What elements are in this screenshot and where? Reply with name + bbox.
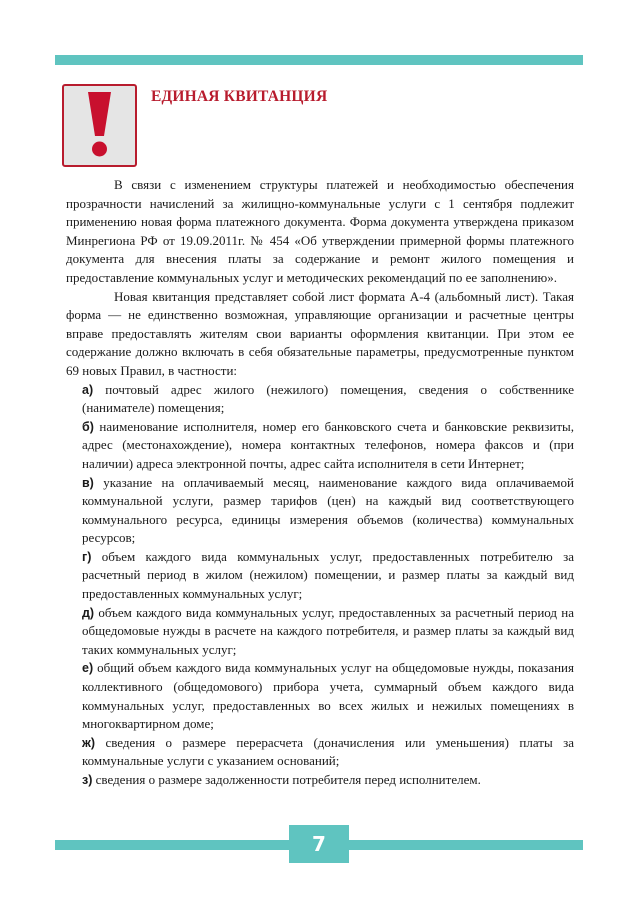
list-item-marker: е) bbox=[82, 661, 94, 676]
list-item-text: указание на оплачиваемый месяц, наименование каждого вида оплачиваемой коммунальной услуги, размер тарифов (цен) на каждый вид соответствующего коммунального ресурса, единицы измерения объемов (количества) коммунальных ресурсов; bbox=[82, 474, 574, 546]
list-item bbox=[66, 604, 574, 660]
list-item bbox=[66, 474, 574, 548]
page-number-badge bbox=[289, 825, 349, 863]
description-paragraph: Новая квитанция представляет собой лист формата А-4 (альбомный лист). Такая форма — не единственно возможная, управляющие организации и расчетные центры вправе предоставлять жителям свои варианты оформления квитанции. При этом ее содержание должно включать в себя обязательные параметры, предусмотренные пунктом 69 новых Правил, в частности: bbox=[66, 288, 574, 378]
exclamation-icon bbox=[62, 84, 137, 167]
page-title: ЕДИНАЯ КВИТАНЦИЯ bbox=[151, 88, 328, 105]
list-item-text: наименование исполнителя, номер его банковского счета и банковские реквизиты, адрес (местонахождение), номера контактных телефонов, номера факсов и (при наличии) адреса электронной почты, адрес сайта исполнителя в сети Интернет; bbox=[82, 418, 574, 471]
list-item bbox=[66, 734, 574, 771]
required-parameters-list bbox=[66, 381, 574, 790]
list-item bbox=[66, 659, 574, 733]
list-item-text: сведения о размере перерасчета (доначисления или уменьшения) платы за коммунальные услуги с указанием оснований; bbox=[82, 734, 574, 769]
list-item bbox=[66, 771, 574, 790]
list-item-marker: в) bbox=[82, 475, 94, 490]
list-item-marker: а) bbox=[82, 382, 94, 397]
list-item bbox=[66, 418, 574, 474]
top-decorative-bar bbox=[55, 55, 583, 65]
list-item-text: почтовый адрес жилого (нежилого) помещения, сведения о собственнике (нанимателе) помещения; bbox=[82, 381, 574, 416]
list-item-marker: з) bbox=[82, 773, 93, 787]
list-item-text: объем каждого вида коммунальных услуг, предоставленных потребителю за расчетный период в жилом (нежилом) помещении, и размер платы за каждый вид предоставленных коммунальных услуг; bbox=[82, 548, 574, 602]
page-number: 7 bbox=[312, 832, 326, 856]
document-body bbox=[66, 176, 574, 790]
list-item bbox=[66, 548, 574, 604]
list-item-text: общий объем каждого вида коммунальных услуг на общедомовые нужды, показания коллективного (общедомового) прибора учета, суммарный объем каждого вида коммунальных услуг, предоставленных во всех жилых и нежилых помещениях в многоквартирном доме; bbox=[82, 660, 574, 732]
list-item-text: объем каждого вида коммунальных услуг, предоставленных за расчетный период на общедомовые нужды в расчете на каждого потребителя, и размер платы за каждый вид таких коммунальных услуг; bbox=[82, 604, 574, 657]
exclamation-icon-graphic bbox=[64, 86, 135, 165]
list-item-marker: г) bbox=[82, 549, 92, 564]
list-item-text: сведения о размере задолженности потребителя перед исполнителем. bbox=[92, 772, 481, 787]
list-item-marker: ж) bbox=[82, 735, 96, 750]
intro-paragraph: В связи с изменением структуры платежей и необходимостью обеспечения прозрачности начислений за жилищно-коммунальные услуги с 1 сентября подлежит применению новая форма платежного документа. Форма документа утверждена приказом Минрегиона РФ от 19.09.2011г. № 454 «Об утверждении примерной формы платежного документа для внесения платы за содержание и ремонт жилого помещения и предоставление коммунальных услуг и методических рекомендаций по ее заполнению». bbox=[66, 177, 574, 285]
list-item bbox=[66, 381, 574, 418]
list-item-marker: б) bbox=[82, 419, 94, 434]
list-item-marker: д) bbox=[82, 605, 95, 620]
